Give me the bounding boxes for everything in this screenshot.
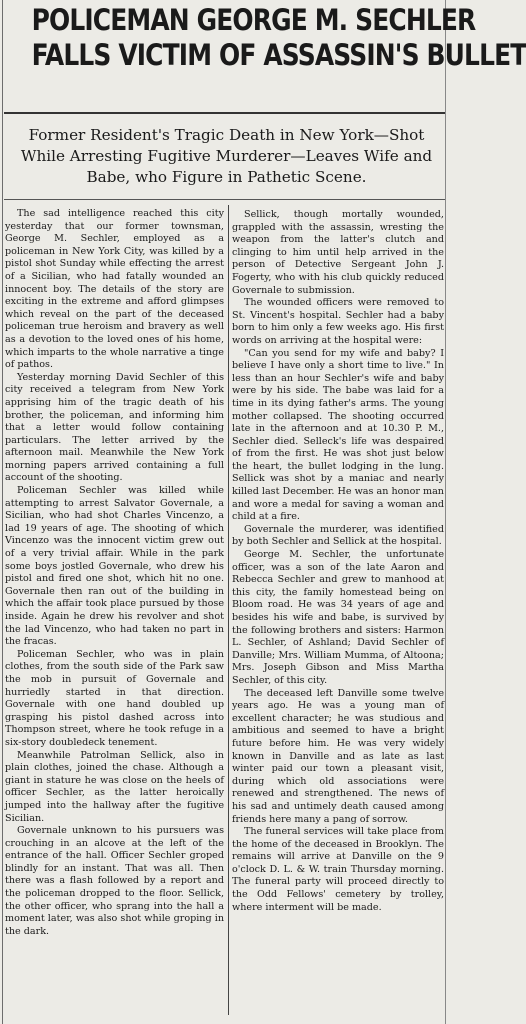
paragraph: George M. Sechler, the unfortunate officer, was a son of the late Aaron and Rebecca Sechler and grew to manhood at this city, the family homestead being on Bloom road. He was 34 years of age and besides his wife and babe, is survived by the following brothers and sisters: Harmon L. Sechler, of Ashland; David Sechler of Danville; Mrs. William Mumma, of Altoona; Mrs. Joseph Gibson and Miss Martha Sechler, of this city. (232, 549, 444, 686)
paragraph: The deceased left Danville some twelve years ago. He was a young man of excellent character; he was studious and ambitious and seemed to have a bright future before him. He was very widely known in Danville and as late as last winter paid our town a pleasant visit, during which old associations were renewed and strengthened. The news of his sad and untimely death caused among friends here many a pang of sorrow. (232, 687, 444, 825)
headline-line-2: FALLS VICTIM OF ASSASSIN'S BULLET (31, 38, 526, 72)
paragraph: Governale the murderer, was identified by both Sechler and Sellick at the hospital. (232, 523, 444, 548)
right-column-rule (445, 0, 446, 1024)
article-column-1 (5, 208, 224, 938)
paragraph: The funeral services will take place from the home of the deceased in Brooklyn. The remains will arrive at Danville on the 9 o'clock D. L. & W. train Thursday morning. The funeral party will proceed directly to the Odd Fellows' cemetery by trolley, where interment will be made. (232, 826, 444, 913)
paragraph: "Can you send for my wife and baby? I believe I have only a short time to live." In less than an hour Sechler's wife and baby were by his side. The babe was laid for a time in its dying father's arms. The young mother collapsed. The shooting occurred late in the afternoon and at 10.30 P. M., Sechler died. Selleck's life was despaired of from the first. He was shot just below the heart, the bullet lodging in the lung. Sellick was shot by a maniac and nearly killed last December. He was an honor man and wore a medal for saving a woman and child at a fire. (232, 347, 444, 523)
subheadline-rule (4, 199, 445, 200)
paragraph: The sad intelligence reached this city yesterday that our former townsman, George M. Sechler, employed as a policeman in New York City, was killed by a pistol shot Sunday while effecting the arrest of a Sicilian, who had fatally wounded an innocent boy. The details of the story are exciting in the extreme and afford glimpses which reveal on the part of the deceased policeman true heroism and bravery as well as a devotion to the loved ones of his home, which imparts to the whole narrative a tinge of pathos. (5, 208, 224, 371)
paragraph: Governale unknown to his pursuers was crouching in an alcove at the left of the entrance of the hall. Officer Sechler groped blindly for an instant. That was all. Then there was a flash followed by a report and the policeman dropped to the floor. Sellick, the other officer, who sprang into the hall a moment later, was also shot while groping in the dark. (5, 825, 224, 937)
paragraph: Sellick, though mortally wounded, grappled with the assassin, wresting the weapon from the latter's clutch and clinging to him until help arrived in the person of Detective Sergeant John J. Fogerty, who with his club quickly reduced Governale to submission. (232, 209, 444, 296)
left-column-rule (2, 0, 3, 1024)
article-column-2 (232, 209, 444, 914)
headline (0, 3, 526, 72)
paragraph: Policeman Sechler, who was in plain clothes, from the south side of the Park saw the mob in pursuit of Governale and hurriedly started in that direction. Governale with one hand doubled up grasping his pistol dashed across into Thompson street, where he took refuge in a six-story doubledeck tenement. (5, 648, 224, 748)
headline-rule (4, 112, 445, 114)
subheadline: Former Resident's Tragic Death in New York—Shot While Arresting Fugitive Murderer—Leaves Wife and Babe, who Figure in Pathetic Scene. (20, 126, 433, 186)
paragraph: Policeman Sechler was killed while attempting to arrest Salvator Governale, a Sicilian, who had shot Charles Vincenzo, a lad 19 years of age. The shooting of which Vincenzo was the innocent victim grew out of a very trivial affair. While in the park some boys jostled Governale, who drew his pistol and fired one shot, which hit no one. Governale then ran out of the building in which the affair took place pursued by those inside. Again he drew his revolver and shot the lad Vincenzo, who had taken no part in the fracas. (5, 485, 224, 648)
column-divider (228, 205, 229, 1015)
paragraph: Meanwhile Patrolman Sellick, also in plain clothes, joined the chase. Although a giant in stature he was close on the heels of officer Sechler, as the latter heroically jumped into the hallway after the fugitive Sicilian. (5, 749, 224, 824)
headline-line-1: POLICEMAN GEORGE M. SECHLER (31, 3, 476, 37)
paragraph: Yesterday morning David Sechler of this city received a telegram from New York apprising him of the tragic death of his brother, the policeman, and informing him that a letter would follow containing particulars. The letter arrived by the afternoon mail. Meanwhile the New York morning papers arrived containing a full account of the shooting. (5, 371, 224, 484)
paragraph: The wounded officers were removed to St. Vincent's hospital. Sechler had a baby born to him only a few weeks ago. His first words on arriving at the hospital were: (232, 297, 444, 346)
